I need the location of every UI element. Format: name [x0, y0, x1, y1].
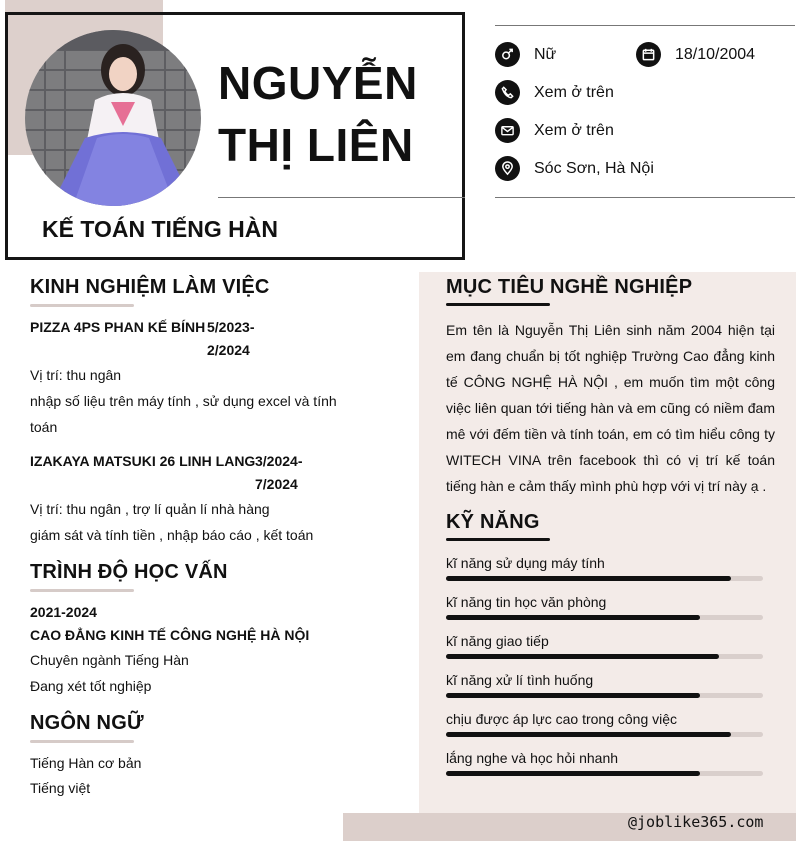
contact-gender: [495, 42, 556, 67]
skill-label: kĩ năng sử dụng máy tính: [446, 555, 605, 571]
section-objective-heading: MỤC TIÊU NGHỀ NGHIỆP: [446, 276, 693, 298]
job-2-period-start: 3/2024-: [255, 453, 303, 469]
skill-bar: [446, 576, 763, 581]
job-1-line: nhập số liệu trên máy tính , sử dụng excel và tính: [30, 393, 337, 409]
skill-bar: [446, 615, 763, 620]
divider: [218, 197, 465, 198]
section-underline: [30, 304, 134, 307]
phone-icon: [495, 80, 520, 105]
contact-address: [495, 156, 654, 181]
contact-phone: [495, 80, 614, 105]
education-major: Chuyên ngành Tiếng Hàn: [30, 652, 189, 668]
divider: [495, 197, 795, 198]
section-skills-heading: KỸ NĂNG: [446, 511, 540, 533]
skill-bar: [446, 771, 763, 776]
email-value: Xem ở trên: [534, 121, 614, 139]
email-icon: [495, 118, 520, 143]
calendar-icon: [636, 42, 661, 67]
job-1-line: Vị trí: thu ngân: [30, 367, 122, 383]
gender-icon: [495, 42, 520, 67]
job-1-line: toán: [30, 419, 58, 435]
skill-bar-fill: [446, 732, 731, 737]
watermark: @joblike365.com: [628, 813, 764, 831]
skill-bar-fill: [446, 654, 719, 659]
section-underline: [30, 589, 134, 592]
language-item: Tiếng việt: [30, 780, 91, 796]
skill-bar-fill: [446, 693, 700, 698]
section-underline: [30, 740, 134, 743]
education-status: Đang xét tốt nghiệp: [30, 678, 152, 694]
education-school: CAO ĐẲNG KINH TẾ CÔNG NGHỆ HÀ NỘI: [30, 627, 310, 643]
skill-label: kĩ năng xử lí tình huống: [446, 672, 594, 688]
section-underline: [446, 538, 550, 541]
skill-label: chịu được áp lực cao trong công việc: [446, 711, 678, 727]
address-value: Sóc Sơn, Hà Nội: [534, 159, 654, 177]
location-icon: [495, 156, 520, 181]
skill-bar-fill: [446, 615, 700, 620]
contact-birthdate: [636, 42, 755, 67]
skill-bar-fill: [446, 576, 731, 581]
name-line-2: THỊ LIÊN: [218, 119, 414, 171]
skill-label: kĩ năng giao tiếp: [446, 633, 549, 649]
section-languages-heading: NGÔN NGỮ: [30, 712, 144, 734]
section-experience-heading: KINH NGHIỆM LÀM VIỆC: [30, 276, 270, 298]
language-item: Tiếng Hàn cơ bản: [30, 755, 142, 771]
job-title: KẾ TOÁN TIẾNG HÀN: [42, 216, 278, 242]
skill-label: kĩ năng tin học văn phòng: [446, 594, 607, 610]
objective-text: Em tên là Nguyễn Thị Liên sinh năm 2004 hiện tại em đang chuẩn bị tốt nghiệp Trường Cao đẳng kinh tế CÔNG NGHỆ HÀ NỘI , em muốn tìm một công việc liên quan tới tiếng hàn và em cũng có niềm đam mê với đếm tiền và tính toán, em có tìm hiểu công ty WITECH VINA trên facebook thì có vị trí kế toán tiếng hàn e cảm thấy mình phù hợp với vị trí này ạ .: [446, 322, 775, 494]
skill-bar: [446, 693, 763, 698]
phone-value: Xem ở trên: [534, 83, 614, 101]
section-education-heading: TRÌNH ĐỘ HỌC VẤN: [30, 561, 228, 583]
skill-bar: [446, 732, 763, 737]
job-2-company: IZAKAYA MATSUKI 26 LINH LANG: [30, 453, 256, 469]
divider: [495, 25, 795, 26]
section-underline: [446, 303, 550, 306]
birthdate-value: 18/10/2004: [675, 45, 756, 63]
job-1-company: PIZZA 4PS PHAN KẾ BÍNH: [30, 319, 206, 335]
job-2-period-end: 7/2024: [255, 476, 298, 492]
name-line-1: NGUYỄN: [218, 57, 418, 109]
skill-bar-fill: [446, 771, 700, 776]
candidate-name: [218, 52, 418, 176]
skill-label: lắng nghe và học hỏi nhanh: [446, 750, 619, 766]
job-1-period-end: 2/2024: [207, 342, 250, 358]
education-years: 2021-2024: [30, 604, 97, 620]
gender-value: Nữ: [534, 45, 557, 63]
job-2-line: Vị trí: thu ngân , trợ lí quản lí nhà hàng: [30, 501, 270, 517]
skill-bar: [446, 654, 763, 659]
contact-email: [495, 118, 614, 143]
job-2-line: giám sát và tính tiền , nhập báo cáo , kết toán: [30, 527, 314, 543]
job-1-period-start: 5/2023-: [207, 319, 255, 335]
